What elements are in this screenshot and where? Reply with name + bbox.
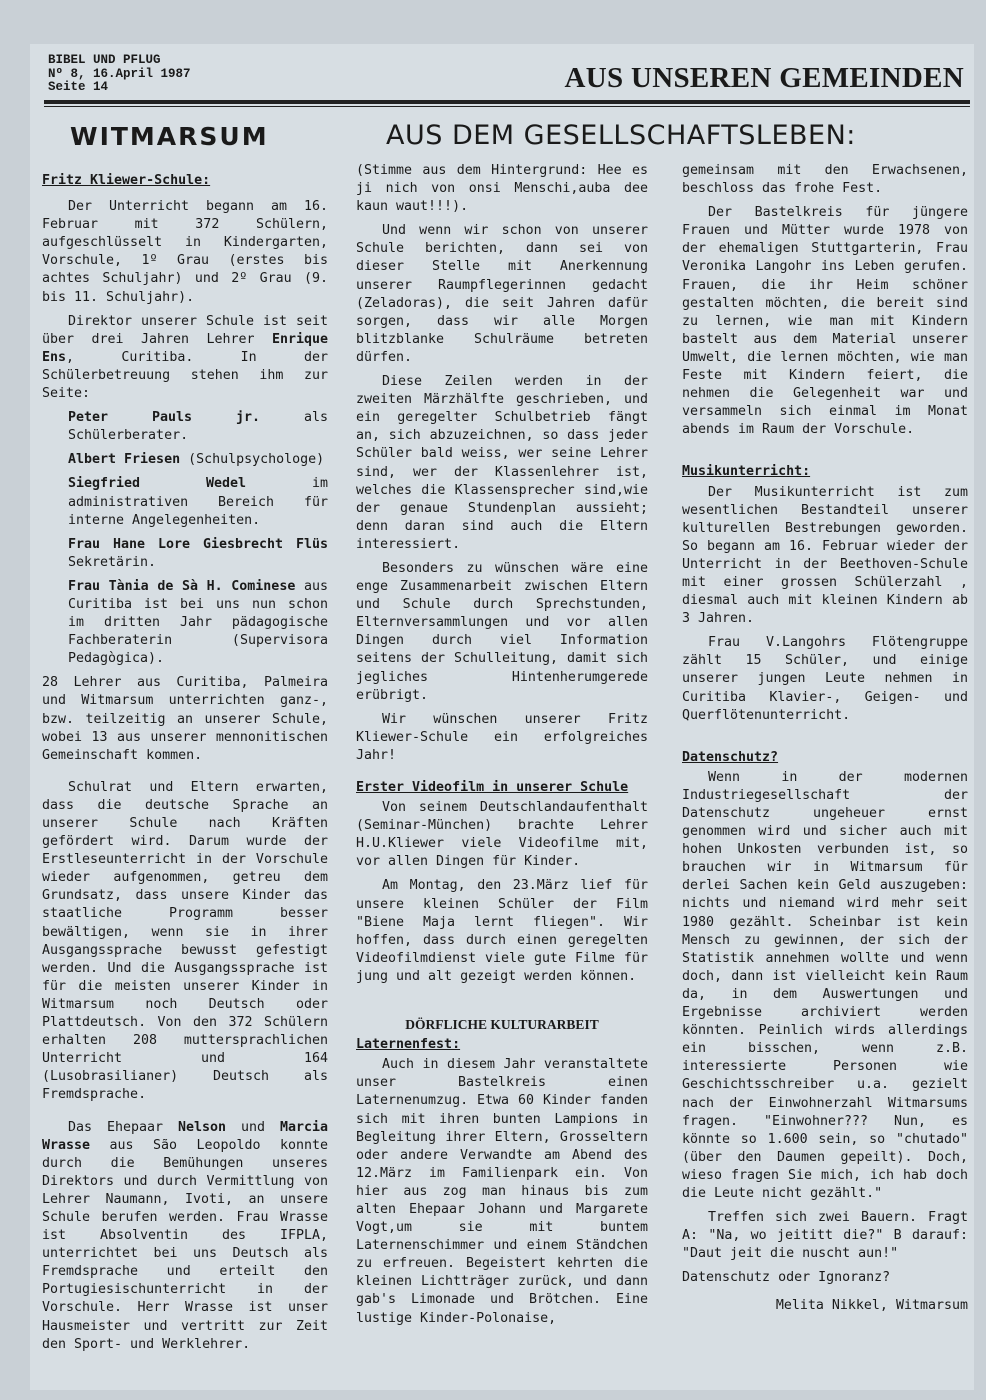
paragraph: Auch in diesem Jahr veranstaltete unser Bastelkreis einen Laternenumzug. Etwa 60 Kinder fanden sich mit ihren bunten Lampions in Begleitung ihrer Eltern, Grosseltern oder andere Verwandte am Abend des 12.März im Familienpark ein. Von hier aus zog man hinaus bis zum alten Ehepaar Johann und Margarete Vogt,um sie mit buntem Laternenschimmer und einem Ständchen zu erfreuen. Begeistert kehrten die kleinen Lichtträger zurück, und dann gab's Limonade und Brötchen. Eine lustige Kinder-Polonaise, (356, 1057, 648, 1326)
article-title-gesellschaftsleben: AUS DEM GESELLSCHAFTSLEBEN: (386, 120, 856, 151)
publication-name: BIBEL UND PFLUG (48, 53, 161, 67)
staff-entry (68, 578, 328, 668)
issue-date: Nº 8, 16.April 1987 (48, 66, 191, 81)
paragraph: (Stimme aus dem Hintergrund: Hee es ji nich von onsi Menschi,auba dee kaun waut!!!). (356, 163, 648, 215)
article-title-witmarsum: WITMARSUM (70, 122, 269, 151)
staff-entry (68, 409, 328, 445)
header-rule (44, 100, 970, 104)
text: aus Curitiba ist bei uns nun schon im dritten Jahr pädagogische Fachberaterin (Supervisora Pedagògica). (68, 578, 329, 667)
column-1 (42, 172, 328, 1360)
text: und (226, 1119, 280, 1135)
heading-musikunterricht: Musikunterricht: (682, 464, 811, 480)
section-heading-kultur: DÖRFLICHE KULTURARBEIT (405, 1017, 599, 1033)
heading-datenschutz: Datenschutz? (682, 749, 779, 765)
column-3 (682, 162, 968, 1316)
paragraph: Am Montag, den 23.März lief für unsere kleinen Schüler der Film "Biene Maja lernt fliegen". Wir hoffen, dass durch einen geregelten Videofilmdienst viele gute Filme für jung und alt gezeigt werden können. (356, 878, 648, 984)
paragraph: Schulrat und Eltern erwarten, dass die deutsche Sprache an unserer Schule nach Kräften gefördert wird. Darum wurde der Erstleseunterricht in der Vorschule wieder aufgenommen, getreu dem Grundsatz, dass unsere Kinder das staatliche Programm besser bewältigen, wenn sie in ihrer Ausgangssprache bewusst gefestigt werden. Und die Ausgangssprache ist für die meisten unserer Kinder in Witmarsum noch Deutsch oder Plattdeutsch. Von den 372 Schülern erhalten 208 muttersprachlichen Unterricht und 164 (Lusobrasilianer) Deutsch als Fremdsprache. (42, 779, 328, 1103)
person-name: Frau Tània de Sà H. Cominese (68, 578, 296, 594)
section-title: AUS UNSEREN GEMEINDEN (564, 62, 964, 94)
paragraph: gemeinsam mit den Erwachsenen, beschloss das frohe Fest. (682, 163, 968, 197)
author-signature: Melita Nikkel, Witmarsum (775, 1298, 968, 1314)
text: im administrativen Bereich für interne Angelegenheiten. (68, 476, 328, 528)
text: als Schülerberater. (68, 410, 328, 444)
person-name: Enrique Ens (42, 331, 328, 365)
text: aus São Leopoldo konnte durch die Bemühungen unseres Direktors und durch Vermittlung von Lehrer Naumann, Ivoti, an unsere Schule berufen werden. Frau Wrasse ist Absolventin des IFPLA, unterrichtet bei uns Deutsch als Fremdsprache und erteilt den Portugiesischunterricht in der Vorschule. Herr Wrasse ist unser Hausmeister und vertritt zur Zeit den Sport- und Werklehrer. (42, 1137, 328, 1352)
paragraph (42, 313, 328, 403)
masthead-info (48, 54, 191, 95)
person-name: Siegfried Wedel (68, 476, 247, 492)
text: (Schulpsychologe) (180, 452, 325, 468)
paragraph: Der Unterricht begann am 16. Februar mit 372 Schülern, aufgeschlüsselt in Kindergarten, Vorschule, 1º Grau (erstes bis achtes Schuljahr) und 2º Grau (9. bis 11. Schuljahr). (42, 199, 328, 305)
text: Sekretärin. (68, 554, 157, 570)
column-2 (356, 162, 648, 1334)
person-name: Nelson (177, 1119, 227, 1135)
staff-entry (68, 536, 328, 572)
heading-videofilm: Erster Videofilm in unserer Schule (356, 780, 629, 795)
person-name: Peter Pauls jr. (68, 410, 260, 426)
person-name: Marcia Wrasse (42, 1119, 328, 1153)
paragraph: Und wenn wir schon von unserer Schule berichten, dann sei von dieser Stelle mit Anerkennung unserer Raumpflegerinnen gedacht (Zeladoras), die seit Jahren dafür sorgen, dass wir alle Morgen blitzblanke Schulräume betreten dürfen. (356, 223, 648, 365)
paragraph: 28 Lehrer aus Curitiba, Palmeira und Witmarsum unterrichten ganz-, bzw. teilzeitig an unserer Schule, wobei 13 aus unserer mennonitischen Gemeinschaft kommen. (42, 675, 328, 763)
paragraph: Wenn in der modernen Industriegesellschaft der Datenschutz ungeheuer ernst genommen wird und sicher auch mit hohen Unkosten verbunden ist, so brauchen wir in Witmarsum für derlei Sachen kein Geld auszugeben: nichts und niemand wird mehr seit 1980 gezählt. Scheinbar ist kein Mensch zu gewinnen, der sich der Statistik annehmen wollte und wenn doch, dann ist vielleicht kein Raum da, in dem Auswertungen und Ergebnisse archiviert werden könnten. Peinlich wirds allerdings ein bisschen, wenn z.B. interessierte Personen wie Geschichtsschreiber u.a. gezielt nach der Einwohnerzahl Witmarsums fragen. "Einwohner??? Nun, es könnte so 1.600 sein, so "chutado" (über den Daumen gepeilt). Doch, wieso fragen Sie mich, ich hab doch die Leute nicht gezählt." (682, 769, 968, 1201)
text: , Curitiba. In der Schülerbetreuung stehen ihm zur Seite: (42, 349, 328, 402)
staff-entry (68, 475, 328, 529)
paragraph: Diese Zeilen werden in der zweiten Märzhälfte geschrieben, und ein geregelter Schulbetrieb fängt an, sich abzuzeichnen, so dass jeder Schüler bald weiss, wer seine Lehrer sind, wer der Klassenlehrer ist, welches die Klassensprecher sind,wie der genaue Stundenplan aussieht; denn daran sind auch die Eltern interessiert. (356, 374, 648, 552)
paragraph: Treffen sich zwei Bauern. Fragt A: "Na, wo jeititt die?" B darauf: "Daut jeit die nuscht aun!" (682, 1210, 968, 1262)
paragraph: Von seinem Deutschlandaufenthalt (Seminar-München) brachte Lehrer H.U.Kliewer viele Videofilme mit, vor allen Dingen für Kinder. (356, 800, 648, 870)
paragraph: Besonders zu wünschen wäre eine enge Zusammenarbeit zwischen Eltern und Schule durch Sprechstunden, Elternversammlungen und vor allen Dingen durch viel Information seitens der Schulleitung, damit sich jegliches Hintenherumgerede erübrigt. (356, 560, 648, 703)
person-name: Albert Friesen (68, 452, 181, 468)
heading-school: Fritz Kliewer-Schule: (42, 173, 211, 188)
text: Direktor unserer Schule ist seit über drei Jahren Lehrer (42, 313, 328, 347)
paragraph: Datenschutz oder Ignoranz? (682, 1270, 891, 1286)
person-name: Frau Hane Lore Giesbrecht Flüs (68, 536, 328, 552)
paragraph: Wir wünschen unserer Fritz Kliewer-Schule ein erfolgreiches Jahr! (356, 711, 648, 763)
text: Das Ehepaar (68, 1119, 178, 1135)
paragraph (42, 1119, 328, 1354)
paragraph: Frau V.Langohrs Flötengruppe zählt 15 Schüler, und einige unserer jungen Leute nehmen in Curitiba Klavier-, Geigen- und Querflötenunterricht. (682, 635, 968, 723)
heading-laternenfest: Laternenfest: (356, 1037, 461, 1053)
staff-entry (68, 451, 328, 469)
paragraph: Der Bastelkreis für jüngere Frauen und Mütter wurde 1978 von der ehemaligen Stuttgarterin, Frau Veronika Langohr ins Leben gerufen. Frauen, die ihr Heim schöner gestalten möchten, die bereit sind zu lernen, wie man mit Kindern bastelt aus dem Material unserer Umwelt, die lernen möchten, wie man Feste mit Kindern feiert, die nehmen die Gelegenheit war und versammeln sich einmal im Monat abends im Raum der Vorschule. (682, 205, 968, 438)
page-number: Seite 14 (48, 80, 109, 94)
header-rule-thin (44, 106, 970, 107)
paragraph: Der Musikunterricht ist zum wesentlichen Bestandteil unserer kulturellen Bestrebungen geworden. So begann am 16. Februar wieder der Unterricht in der Beethoven-Schule mit einer grossen Schülerzahl , diesmal auch mit kleinen Kindern ab 3 Jahren. (682, 484, 968, 627)
